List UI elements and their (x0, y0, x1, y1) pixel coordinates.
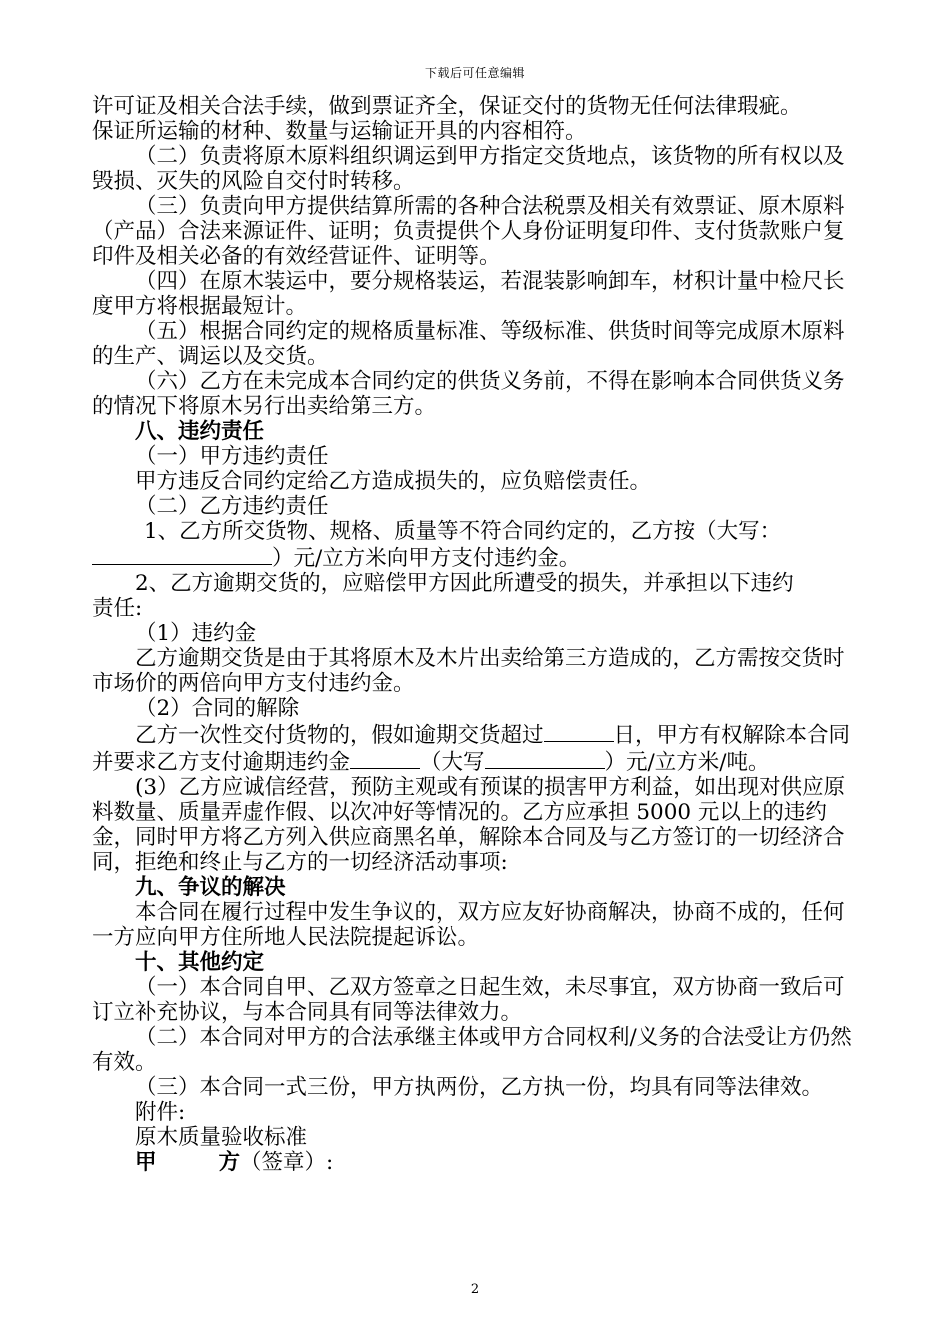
signature-line (92, 1150, 860, 1175)
paragraph (92, 721, 860, 775)
paragraph: 2、乙方逾期交货的，应赔偿甲方因此所遭受的损失，并承担以下违约 (135, 571, 794, 596)
subheading: （二）乙方违约责任 (135, 494, 329, 519)
paragraph: （一）本合同自甲、乙双方签章之日起生效，未尽事宜，双方协商一致后可订立补充协议，与本合同具有同等法律效力。 (92, 975, 845, 1025)
paragraph: （五）根据合同约定的规格质量标准、等级标准、供货时间等完成原木原料的生产、调运以及交货。 (92, 319, 845, 369)
subheading: （一）甲方违约责任 (135, 444, 329, 469)
paragraph (92, 519, 860, 571)
section-heading: 九、争议的解决 (135, 875, 286, 900)
paragraph: 乙方逾期交货是由于其将原木及木片出卖给第三方造成的，乙方需按交货时市场价的两倍向甲方支付违约金。 (92, 646, 845, 696)
paragraph: （二）本合同对甲方的合法承继主体或甲方合同权利/义务的合法受让方仍然有效。 (92, 1025, 852, 1075)
text-run: ）元/立方米/吨。 (604, 750, 770, 775)
party-label: 方 (218, 1150, 241, 1175)
text-run: ）元/立方米向甲方支付违约金。 (272, 546, 581, 571)
page-number: 2 (470, 1282, 480, 1297)
seal-label: （签章）: (240, 1150, 334, 1175)
paragraph: （三）负责向甲方提供结算所需的各种合法税票及相关有效票证、原木原料（产品）合法来源证件、证明；负责提供个人身份证明复印件、支付货款账户复印件及相关必备的有效经营证件、证明等。 (92, 194, 845, 269)
blank-field (485, 748, 605, 769)
blank-field (92, 544, 272, 565)
party-label: 甲 (135, 1150, 157, 1175)
contract-body (92, 94, 860, 1175)
paragraph: 许可证及相关合法手续，做到票证齐全，保证交付的货物无任何法律瑕疵。 (92, 94, 802, 119)
attachment-label: 附件: (135, 1100, 186, 1125)
attachment-item: 原木质量验收标准 (135, 1125, 308, 1150)
text-run: 乙方一次性交付货物的，假如逾期交货超过 (135, 723, 544, 748)
text-run: 日，甲方有权解除本合同并要求乙方支付逾期违约金 (92, 723, 851, 775)
paragraph: （三）本合同一式三份，甲方执两份，乙方执一份，均具有同等法律效。 (135, 1075, 824, 1100)
section-heading: 十、其他约定 (135, 950, 265, 975)
blank-field (350, 748, 420, 769)
paragraph: （六）乙方在未完成本合同约定的供货义务前，不得在影响本合同供货义务的情况下将原木另行出卖给第三方。 (92, 369, 845, 419)
section-heading: 八、违约责任 (135, 419, 265, 444)
subheading: （1）违约金 (135, 621, 257, 646)
paragraph: （四）在原木装运中，要分规格装运，若混装影响卸车，材积计量中检尺长度甲方将根据最短计。 (92, 269, 845, 319)
paragraph: 甲方违反合同约定给乙方造成损失的，应负赔偿责任。 (135, 469, 652, 494)
subheading: （2）合同的解除 (135, 696, 300, 721)
text-run: 1、乙方所交货物、规格、质量等不符合同约定的，乙方按（大写： (144, 519, 782, 544)
text-run: （大写 (420, 750, 485, 775)
paragraph: （二）负责将原木原料组织调运到甲方指定交货地点，该货物的所有权以及毁损、灭失的风险自交付时转移。 (92, 144, 845, 194)
paragraph: 保证所运输的材种、数量与运输证开具的内容相符。 (92, 119, 587, 144)
paragraph: 本合同在履行过程中发生争议的，双方应友好协商解决，协商不成的，任何一方应向甲方住所地人民法院提起诉讼。 (92, 900, 845, 950)
paragraph: 责任: (92, 596, 143, 621)
page-header: 下载后可任意编辑 (424, 66, 525, 80)
paragraph: (3）乙方应诚信经营，预防主观或有预谋的损害甲方利益，如出现对供应原料数量、质量弄虚作假、以次冲好等情况的。乙方应承担 5000 元以上的违约金，同时甲方将乙方列入供应商黑名单，解除本合同及与乙方签订的一切经济合同，拒绝和终止与乙方的一切经济活动事项: (92, 775, 846, 875)
blank-field (544, 721, 614, 742)
